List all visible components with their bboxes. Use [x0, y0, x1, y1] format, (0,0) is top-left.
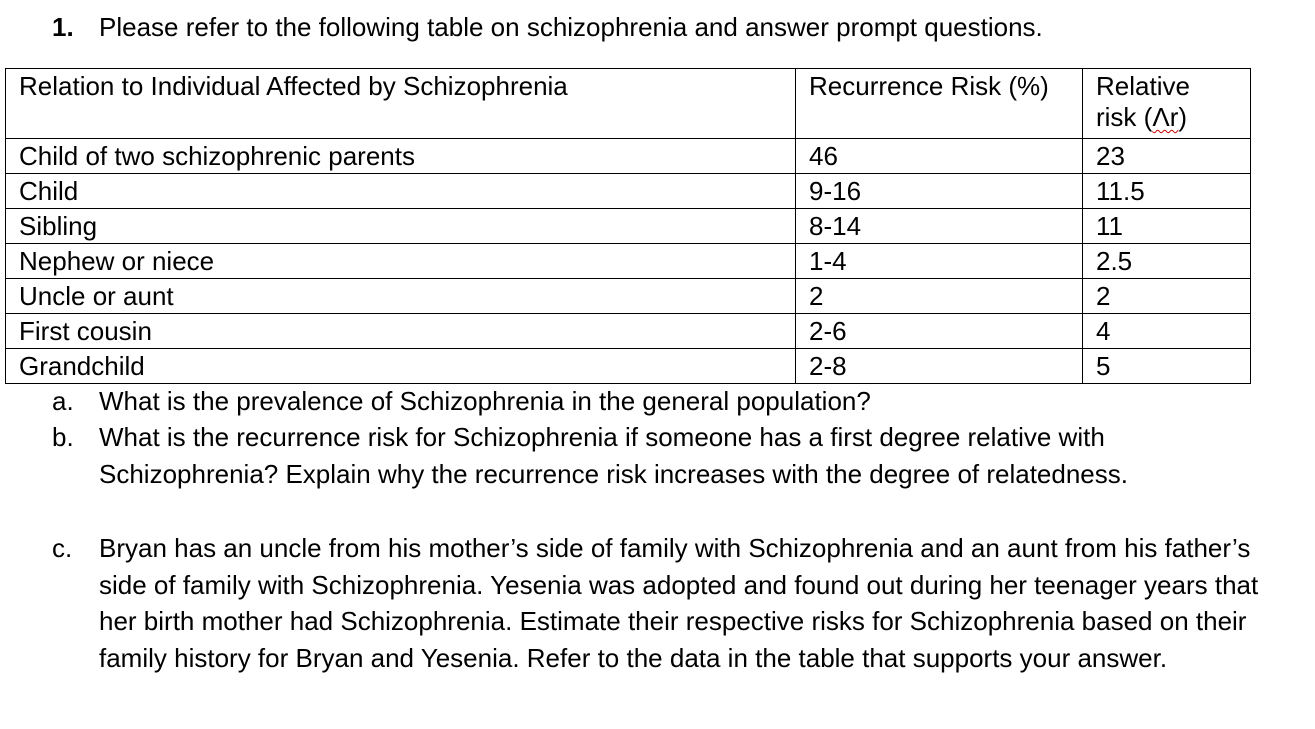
- question-prompt: Please refer to the following table on schizophrenia and answer prompt questions.: [99, 12, 1043, 42]
- cell-relative: 23: [1083, 139, 1251, 174]
- table-row: [6, 139, 1251, 174]
- table-row: [6, 279, 1251, 314]
- cell-relation: Nephew or niece: [6, 244, 796, 279]
- header-relative-symbol: Λr: [1152, 102, 1179, 132]
- cell-recurrence: 9-16: [796, 174, 1083, 209]
- cell-recurrence: 1-4: [796, 244, 1083, 279]
- question-heading: [52, 12, 1043, 43]
- subquestion-text: What is the prevalence of Schizophrenia in the general population?: [99, 386, 871, 416]
- header-relative-prefix: Relative risk (: [1096, 71, 1190, 132]
- cell-relation: Grandchild: [6, 349, 796, 384]
- header-relation: Relation to Individual Affected by Schizophrenia: [6, 69, 796, 139]
- cell-relative: 2: [1083, 279, 1251, 314]
- cell-relative: 4: [1083, 314, 1251, 349]
- cell-recurrence: 46: [796, 139, 1083, 174]
- cell-relative: 5: [1083, 349, 1251, 384]
- subquestion-letter: a.: [52, 386, 74, 416]
- subquestion-text: What is the recurrence risk for Schizophrenia if someone has a first degree relative with Schizophrenia? Explain why the recurrence risk increases with the degree of relatedness.: [99, 422, 1128, 489]
- cell-relative: 11: [1083, 209, 1251, 244]
- cell-relative: 11.5: [1083, 174, 1251, 209]
- subquestion-b: [52, 419, 1267, 492]
- schizophrenia-risk-table: [5, 68, 1251, 384]
- cell-relation: Child: [6, 174, 796, 209]
- cell-recurrence: 8-14: [796, 209, 1083, 244]
- table-row: [6, 349, 1251, 384]
- cell-recurrence: 2-6: [796, 314, 1083, 349]
- header-relative-suffix: ): [1178, 102, 1188, 132]
- cell-relative: 2.5: [1083, 244, 1251, 279]
- cell-relation: First cousin: [6, 314, 796, 349]
- subquestion-letter: c.: [52, 533, 73, 563]
- cell-relation: Uncle or aunt: [6, 279, 796, 314]
- header-relative-risk: [1083, 69, 1251, 139]
- cell-recurrence: 2-8: [796, 349, 1083, 384]
- subquestion-c: [52, 530, 1267, 676]
- table-row: [6, 209, 1251, 244]
- subquestion-text: Bryan has an uncle from his mother’s side of family with Schizophrenia and an aunt from his father’s side of family with Schizophrenia. Yesenia was adopted and found out during her teenager years that her birth mother had Schizophrenia. Estimate their respective risks for Schizophrenia based on their family history for Bryan and Yesenia. Refer to the data in the table that supports your answer.: [99, 533, 1259, 673]
- table-header-row: [6, 69, 1251, 139]
- cell-relation: Sibling: [6, 209, 796, 244]
- cell-relation: Child of two schizophrenic parents: [6, 139, 796, 174]
- table-row: [6, 244, 1251, 279]
- table-row: [6, 314, 1251, 349]
- cell-recurrence: 2: [796, 279, 1083, 314]
- table-row: [6, 174, 1251, 209]
- header-recurrence-risk: Recurrence Risk (%): [796, 69, 1083, 139]
- subquestion-a: [52, 383, 1267, 420]
- subquestion-letter: b.: [52, 422, 74, 452]
- question-number: 1.: [52, 12, 74, 42]
